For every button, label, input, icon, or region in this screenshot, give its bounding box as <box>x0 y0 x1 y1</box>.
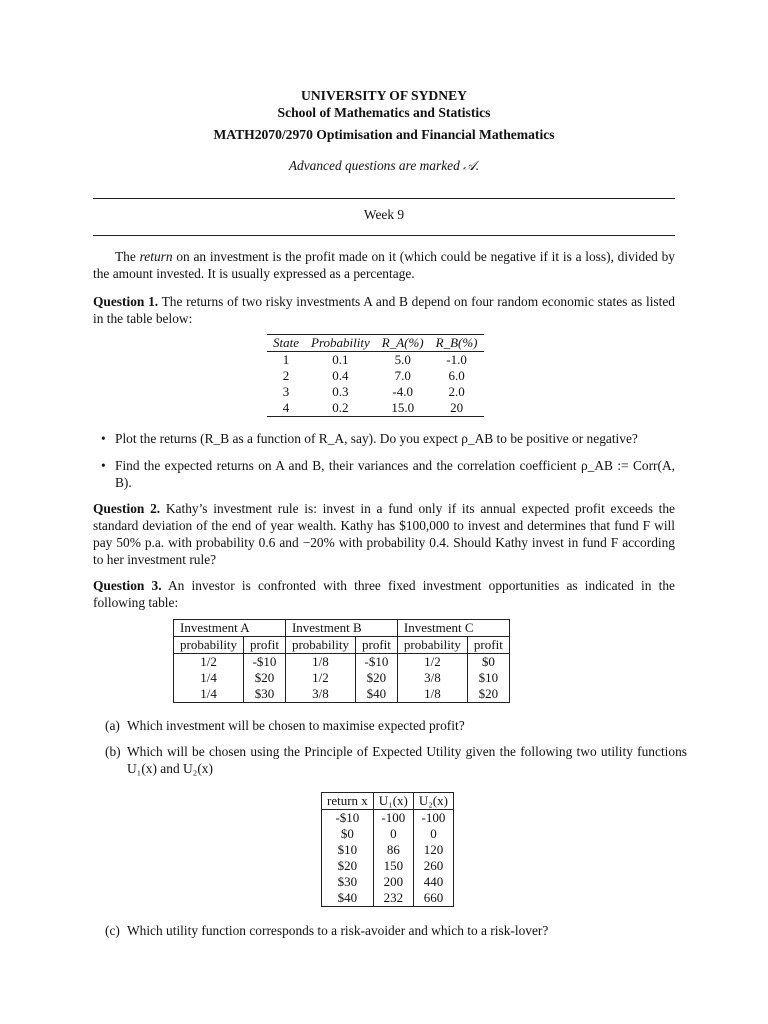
investment-a-header: Investment A <box>174 620 286 637</box>
course-title: MATH2070/2970 Optimisation and Financial Mathematics <box>213 127 555 142</box>
table-row: 1 0.1 5.0 -1.0 <box>282 352 467 367</box>
returns-header-rb: R_B(%) <box>430 335 484 352</box>
table-row: $10 86 120 <box>322 842 454 858</box>
utility-header-return: return x <box>322 793 374 810</box>
q3-label: Question 3. <box>93 578 162 593</box>
investment-c-header: Investment C <box>397 620 509 637</box>
utility-header-u1: U₁(x) <box>373 793 413 810</box>
returns-header-state: State <box>267 335 305 352</box>
q2-label: Question 2. <box>93 501 161 516</box>
q3-text: An investor is confronted with three fixed investment opportunities as indicated in the following table: <box>93 578 675 610</box>
table-row: $0 0 0 <box>322 826 454 842</box>
table-row: $30 200 440 <box>322 874 454 890</box>
table-row: 3 0.3 -4.0 2.0 <box>282 384 465 399</box>
table-row: 1/2 -$10 1/8 -$10 1/2 $0 <box>174 654 510 671</box>
table-row: $40 232 660 <box>322 890 454 907</box>
q1-label: Question 1. <box>93 294 159 309</box>
question-1 <box>93 293 675 327</box>
advanced-note: Advanced questions are marked 𝒜. <box>288 158 480 173</box>
table-row: $20 150 260 <box>322 858 454 874</box>
table-row: 2 0.4 7.0 6.0 <box>282 368 465 383</box>
returns-table <box>267 334 484 417</box>
q1-bullet-expected: • Find the expected returns on A and B, their variances and the correlation coefficient ρ_AB := Corr(A, B). <box>115 457 675 491</box>
table-row: 4 0.2 15.0 20 <box>267 400 484 417</box>
returns-header-probability: Probability <box>305 335 376 352</box>
q1-text: The returns of two risky investments A and B depend on four random economic states as listed in the table below: <box>93 294 676 326</box>
utility-table <box>321 792 454 907</box>
returns-header-ra: R_A(%) <box>376 335 430 352</box>
q2-text: Kathy’s investment rule is: invest in a fund only if its annual expected profit exceeds the standard deviation of the end of year wealth. Kathy has $100,000 to invest and determines that fund F will pay 50% p.a. with probability 0.6 and −20% with probability 0.4. Should Kathy invest in fund F according to her investment rule? <box>93 501 675 567</box>
bottom-rule <box>93 235 675 236</box>
table-row: -$10 -100 -100 <box>322 810 454 827</box>
investment-table: Investment A Investment B Investment C probability profit probability profit probability profit 1/2 -$10 1/8 -$10 1/2 $0 1/4 $20 1/2 $20 3/8 $10 1/4 $30 3/8 $40 1/8 $20 <box>173 619 510 703</box>
utility-header-u2: U₂(x) <box>413 793 453 810</box>
question-2 <box>93 500 675 568</box>
table-row: 1/4 $20 1/2 $20 3/8 $10 <box>174 670 510 686</box>
week-label: Week 9 <box>363 207 405 222</box>
question-3 <box>93 577 675 611</box>
return-emphasis: return <box>139 249 173 264</box>
table-row: 1/4 $30 3/8 $40 1/8 $20 <box>174 686 510 703</box>
school-title: School of Mathematics and Statistics <box>277 105 491 120</box>
investment-b-header: Investment B <box>285 620 397 637</box>
university-title: UNIVERSITY OF SYDNEY <box>301 88 467 103</box>
intro-paragraph: The return on an investment is the profit made on it (which could be negative if it is a loss), divided by the amount invested. It is usually expressed as a percentage. <box>93 249 675 281</box>
q1-bullet-plot: • Plot the returns (R_B as a function of R_A, say). Do you expect ρ_AB to be positive or negative? <box>115 430 675 447</box>
top-rule <box>93 198 675 199</box>
